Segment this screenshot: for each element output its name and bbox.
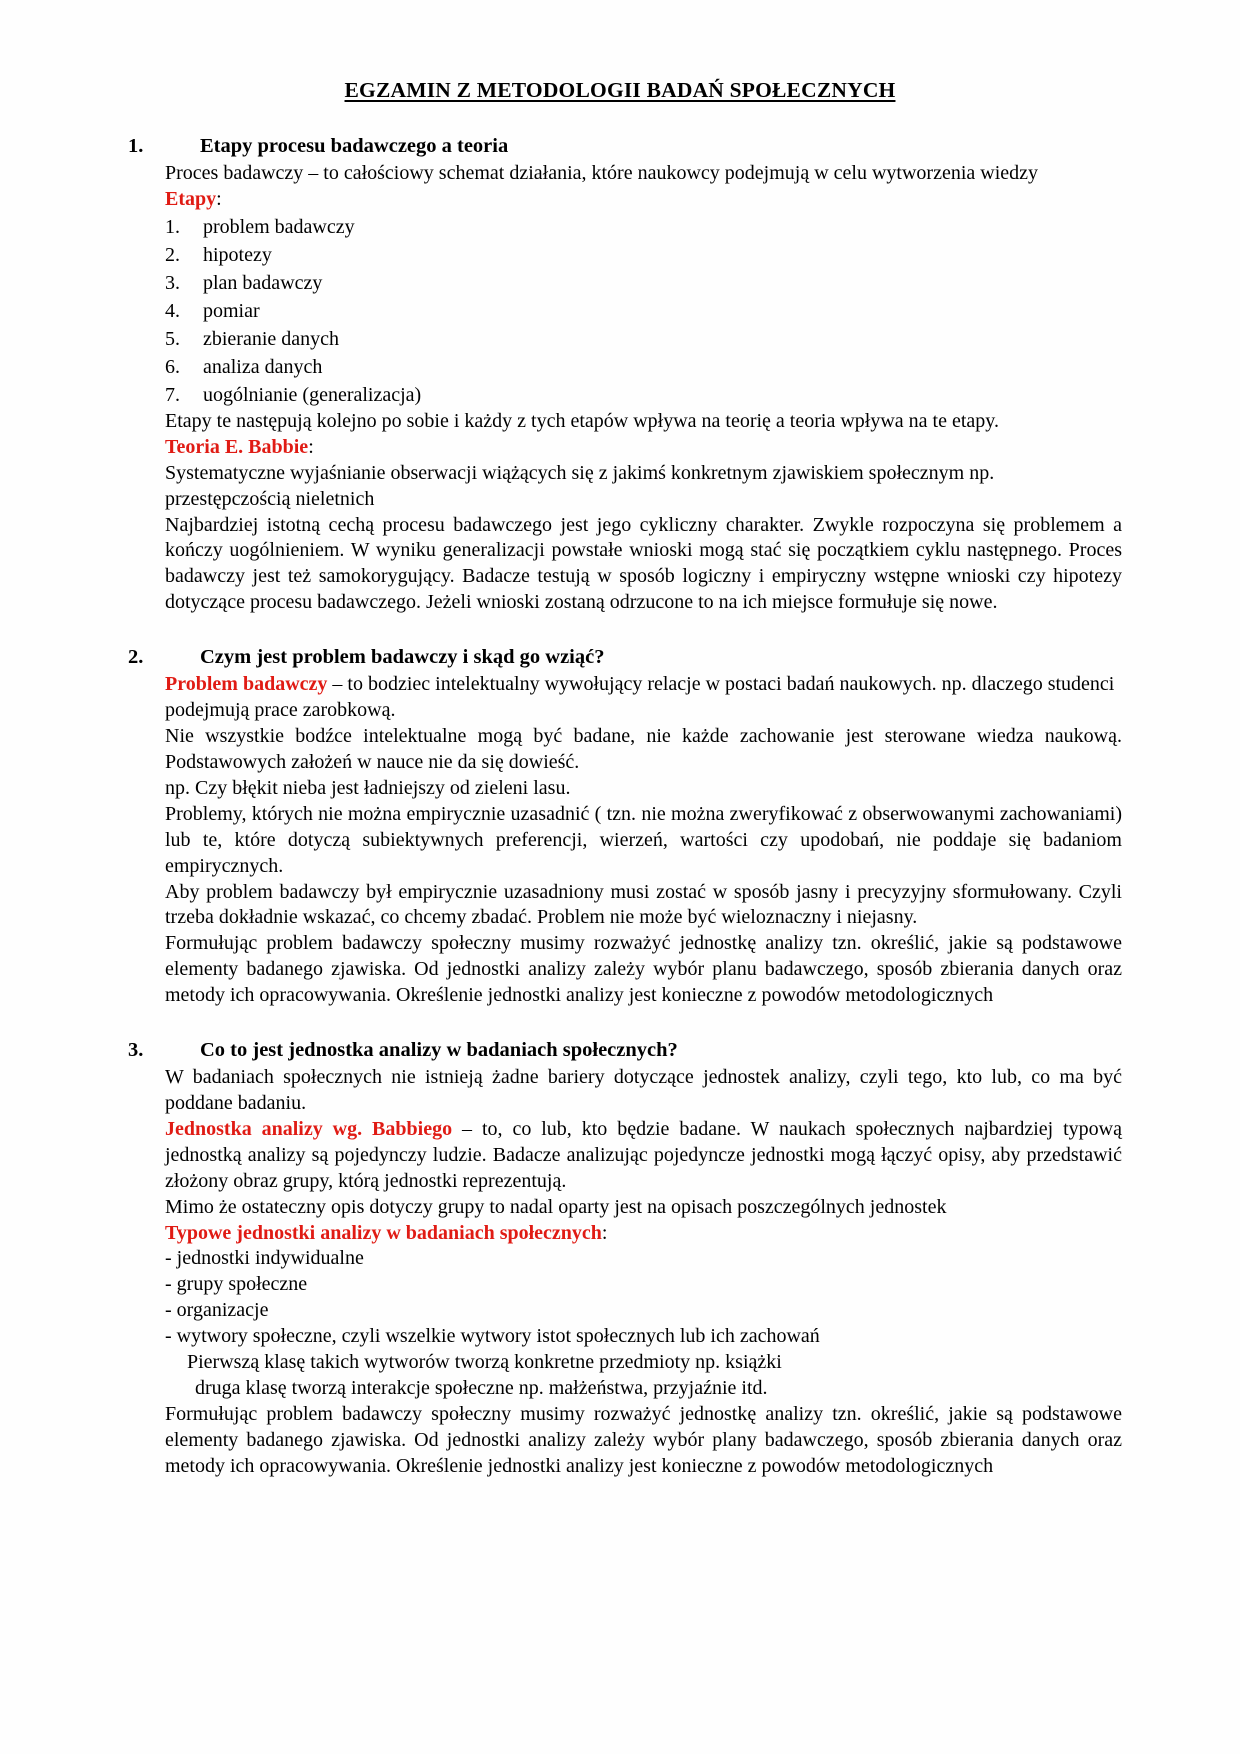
section-2-para-6: Formułując problem badawczy społeczny musimy rozważyć jednostkę analizy tzn. określić, jakie są podstawowe elementy badanego zjawiska. Od jednostki analizy zależy wybór planu badawczego, sposób zbierania danych oraz metody ich opracowywania. Określenie jednostki analizy jest konieczne z powodów metodologicznych bbox=[165, 932, 1122, 1007]
list-item-label: problem badawczy bbox=[203, 216, 355, 239]
section-2-para-5: Aby problem badawczy był empirycznie uzasadniony musi zostać w sposób jasny i precyzyjny sformułowany. Czyli trzeba dokładnie wskazać, co chcemy zbadać. Problem nie może być wieloznaczny i niejasny. bbox=[165, 880, 1122, 929]
list-item-marker: 6. bbox=[165, 356, 180, 379]
list-item bbox=[165, 325, 1122, 353]
section-3-para-1: W badaniach społecznych nie istnieją żadne bariery dotyczące jednostek analizy, czyli tego, kto lub, co ma być poddane badaniu. bbox=[165, 1066, 1122, 1115]
list-item: - wytwory społeczne, czyli wszelkie wytwory istot społecznych lub ich zachowań bbox=[165, 1325, 820, 1348]
list-item-label: pomiar bbox=[203, 300, 260, 323]
section-1-heading-text: Etapy procesu badawczego a teoria bbox=[200, 135, 509, 157]
section-1-body bbox=[165, 161, 1122, 616]
section-3-closing: Formułując problem badawczy społeczny musimy rozważyć jednostkę analizy tzn. określić, jakie są podstawowe elementy badanego zjawiska. Od jednostki analizy zależy wybór plany badawczego, sposób zbierania danych oraz metody ich opracowywania. Określenie jednostki analizy jest konieczne z powodów metodologicznych bbox=[165, 1402, 1122, 1477]
section-1-number: 1. bbox=[128, 135, 144, 157]
section-1-after-list: Etapy te następują kolejno po sobie i każdy z tych etapów wpływa na teorię a teoria wpływa na te etapy. bbox=[165, 410, 999, 433]
list-item-label: hipotezy bbox=[203, 244, 272, 267]
section-2-para-3: np. Czy błękit nieba jest ładniejszy od zieleni lasu. bbox=[165, 776, 571, 799]
jednostka-analizy-text: – to, co lub, kto będzie badane. W naukach społecznych najbardziej typową jednostką analizy są pojedynczy ludzie. Badacze analizując pojedyncze jednostki mogą łączyć opisy, aby przedstawić złożony obraz grupy, którą jednostki reprezentują. bbox=[165, 1117, 1123, 1192]
jednostka-analizy-term: Jednostka analizy wg. Babbiego bbox=[165, 1117, 453, 1140]
section-3-sub-line-1: Pierwszą klasę takich wytworów tworzą konkretne przedmioty np. książki bbox=[187, 1350, 782, 1373]
section-2 bbox=[118, 644, 1122, 1009]
list-item-marker: 4. bbox=[165, 300, 180, 323]
problem-badawczy-definition bbox=[165, 672, 1122, 724]
list-item bbox=[165, 297, 1122, 325]
list-item-label: uogólnianie (generalizacja) bbox=[203, 384, 422, 407]
list-item bbox=[165, 269, 1122, 297]
list-item-marker: 7. bbox=[165, 384, 180, 407]
list-item bbox=[165, 353, 1122, 381]
section-2-heading bbox=[118, 644, 1122, 670]
typowe-jednostki-list bbox=[165, 1246, 1122, 1350]
section-2-heading-text: Czym jest problem badawczy i skąd go wziąć? bbox=[200, 646, 605, 669]
list-item: - organizacje bbox=[165, 1299, 269, 1322]
problem-badawczy-term: Problem badawczy bbox=[165, 673, 328, 696]
list-item: - jednostki indywidualne bbox=[165, 1247, 364, 1270]
section-3 bbox=[118, 1037, 1122, 1479]
list-item-marker: 1. bbox=[165, 216, 180, 239]
section-3-sub-line-2: druga klasę tworzą interakcje społeczne np. małżeństwa, przyjaźnie itd. bbox=[195, 1376, 768, 1399]
etapy-label: Etapy bbox=[165, 188, 217, 211]
typowe-jednostki-colon: : bbox=[601, 1221, 608, 1244]
section-1-heading bbox=[118, 133, 1122, 159]
list-item-marker: 3. bbox=[165, 272, 180, 295]
babbie-colon: : bbox=[308, 435, 314, 458]
section-2-para-2: Nie wszystkie bodźce intelektualne mogą być badane, nie każde zachowanie jest sterowane wiedza naukową. Podstawowych założeń w nauce nie da się dowieść. bbox=[165, 725, 1122, 774]
babbie-label-line bbox=[165, 435, 1122, 461]
list-item bbox=[165, 213, 1122, 241]
etapy-colon: : bbox=[216, 188, 222, 211]
etapy-list bbox=[165, 213, 1122, 409]
section-2-number: 2. bbox=[128, 646, 144, 669]
page-title: EGZAMIN Z METODOLOGII BADAŃ SPOŁECZNYCH bbox=[344, 78, 896, 102]
list-item: - grupy społeczne bbox=[165, 1273, 308, 1296]
list-item bbox=[165, 241, 1122, 269]
list-item-marker: 2. bbox=[165, 244, 180, 267]
section-3-number: 3. bbox=[128, 1038, 144, 1061]
list-item-marker: 5. bbox=[165, 328, 180, 351]
jednostka-analizy-definition bbox=[165, 1117, 1122, 1195]
babbie-label: Teoria E. Babbie bbox=[165, 435, 309, 458]
section-1 bbox=[118, 133, 1122, 616]
section-3-body bbox=[165, 1065, 1122, 1479]
problem-badawczy-text: – to bodziec intelektualny wywołujący relacje w postaci badań naukowych. np. dlaczego studenci podejmują prace zarobkową. bbox=[165, 673, 1115, 722]
section-gap bbox=[118, 1015, 1122, 1037]
section-1-intro: Proces badawczy – to całościowy schemat działania, które naukowcy podejmują w celu wytworzenia wiedzy bbox=[165, 162, 1039, 185]
section-1-closing: Najbardziej istotną cechą procesu badawczego jest jego cykliczny charakter. Zwykle rozpoczyna się problemem a kończy uogólnieniem. W wyniku generalizacji powstałe wnioski mogą stać się początkiem cyklu następnego. Proces badawczy jest też samokorygujący. Badacze testują w sposób logiczny i empiryczny wstępne wnioski czy hipotezy dotyczące procesu badawczego. Jeżeli wnioski zostaną odrzucone to na ich miejsce formułuje się nowe. bbox=[165, 513, 1122, 614]
list-item-label: analiza danych bbox=[203, 356, 323, 379]
section-3-para-mimo: Mimo że ostateczny opis dotyczy grupy to nadal oparty jest na opisach poszczególnych jednostek bbox=[165, 1195, 947, 1218]
babbie-definition: Systematyczne wyjaśnianie obserwacji wiążących się z jakimś konkretnym zjawiskiem społecznym np. przestępczością nieletnich bbox=[165, 461, 995, 510]
section-gap bbox=[118, 622, 1122, 644]
typowe-jednostki-label-line bbox=[165, 1221, 1122, 1247]
list-item-label: zbieranie danych bbox=[203, 328, 340, 351]
list-item bbox=[165, 381, 1122, 409]
typowe-jednostki-label: Typowe jednostki analizy w badaniach społecznych bbox=[165, 1221, 602, 1244]
section-1-etapy-label-line bbox=[165, 187, 1122, 213]
section-3-heading bbox=[118, 1037, 1122, 1063]
section-2-para-4: Problemy, których nie można empirycznie uzasadnić ( tzn. nie można zweryfikować z obserwowanymi zachowaniami) lub te, które dotyczą subiektywnych preferencji, wierzeń, wartości czy upodobań, nie poddaje się badaniom empirycznych. bbox=[165, 802, 1122, 877]
section-3-heading-text: Co to jest jednostka analizy w badaniach społecznych? bbox=[200, 1038, 678, 1061]
list-item-label: plan badawczy bbox=[203, 272, 323, 295]
section-2-body bbox=[165, 672, 1122, 1009]
